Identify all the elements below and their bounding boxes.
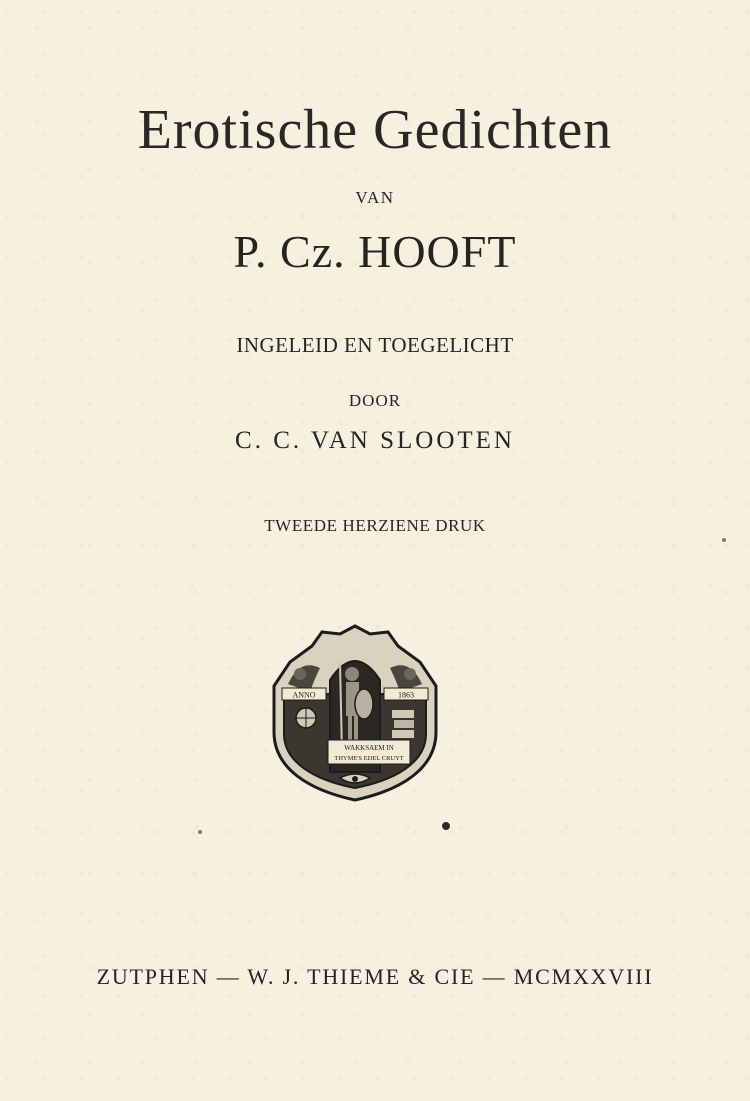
edition-note: TWEEDE HERZIENE DRUK (264, 516, 486, 535)
editor-name: C. C. VAN SLOOTEN (235, 427, 515, 454)
publisher-emblem-icon (270, 622, 440, 804)
ink-speck (198, 830, 202, 834)
author-name: P. Cz. HOOFT (233, 226, 517, 277)
ink-speck (722, 538, 726, 542)
by-label: VAN (355, 188, 395, 207)
emblem-motto-line2: THYME'S EDEL CRUYT (334, 755, 404, 762)
emblem-year-right: 1863 (398, 690, 414, 700)
emblem-year-left: ANNO (292, 690, 316, 700)
emblem-motto-line1: WAKKSAEM IN (344, 744, 394, 752)
ink-speck (442, 822, 450, 830)
book-title: Erotische Gedichten (137, 99, 613, 161)
publisher-imprint: ZUTPHEN — W. J. THIEME & CIE — MCMXXVIII (96, 964, 654, 989)
by-editor-label: DOOR (348, 391, 402, 410)
introduction-note: INGELEID EN TOEGELICHT (236, 333, 514, 357)
